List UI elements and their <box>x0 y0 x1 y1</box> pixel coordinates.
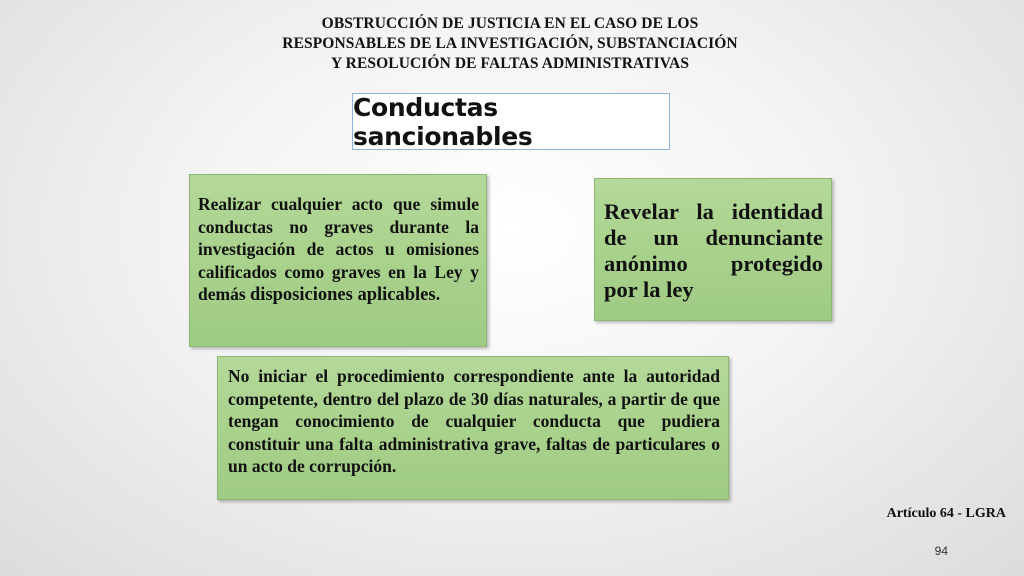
title-line-1: OBSTRUCCIÓN DE JUSTICIA EN EL CASO DE LOS <box>321 15 699 32</box>
subtitle-box <box>352 93 670 150</box>
conduct-card-reveal-identity-text: Revelar la identidad de un denunciante anónimo protegido por la ley <box>604 199 823 302</box>
slide-title <box>200 14 820 74</box>
legal-reference: Artículo 64 - LGRA <box>886 506 1006 521</box>
page-number: 94 <box>934 544 948 558</box>
conduct-card-simulate-tail: disposiciones aplicables. <box>250 285 441 305</box>
conduct-card-simulate-text: Realizar cualquier acto que simule conductas no graves durante la investigación de actos u omisiones calificados como graves en la Ley y demás <box>198 194 479 304</box>
conduct-card-no-procedure <box>217 356 729 500</box>
conduct-card-no-procedure-text: No iniciar el procedimiento correspondiente ante la autoridad competente, dentro del plazo de 30 días naturales, a partir de que tengan conocimiento de cualquier conducta que pudiera constituir una falta administrativa grave, faltas de particulares o un acto de corrupción. <box>228 366 720 476</box>
subtitle-text: Conductas sancionables <box>353 92 533 151</box>
title-line-3: Y RESOLUCIÓN DE FALTAS ADMINISTRATIVAS <box>330 55 690 72</box>
conduct-card-simulate <box>189 174 487 347</box>
title-line-2: RESPONSABLES DE LA INVESTIGACIÓN, SUBSTANCIACIÓN <box>282 35 738 52</box>
conduct-card-reveal-identity <box>594 178 832 321</box>
